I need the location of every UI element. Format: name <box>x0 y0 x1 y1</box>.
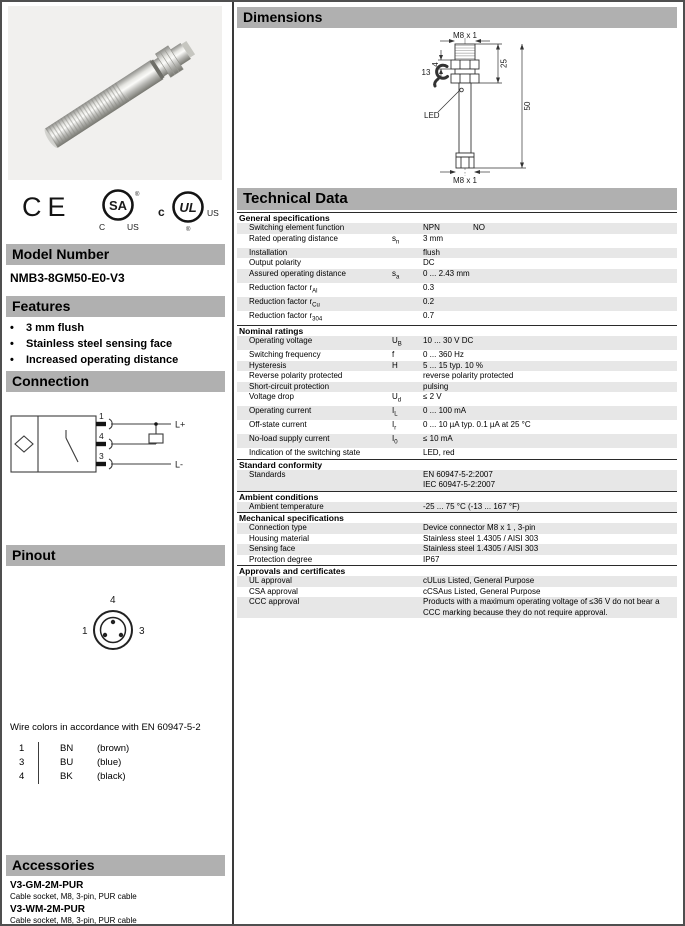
sensor-body-outline <box>11 416 96 472</box>
bullet-icon: • <box>10 322 14 334</box>
connector-outer-ring <box>94 611 132 649</box>
spec-value: 0.7 <box>423 310 435 320</box>
spec-row <box>237 470 677 491</box>
spec-value: DC <box>423 258 435 268</box>
spec-row <box>237 311 677 325</box>
spec-label: Sensing face <box>249 544 296 554</box>
spec-symbol: $U_B$ <box>392 335 402 348</box>
pin3-label: 3 <box>99 451 104 461</box>
spec-row <box>237 371 677 382</box>
pin1-terminal <box>96 422 106 426</box>
spec-label: UL approval <box>249 576 292 586</box>
spec-value: Products with a maximum operating voltage of ≤36 V do not bear a CCC marking because they do not require approval. <box>423 597 660 617</box>
l-minus-label: L- <box>175 459 184 470</box>
spec-label: Off-state current <box>249 420 307 430</box>
ul-registered-mark: ® <box>186 227 191 233</box>
spec-value: pulsing <box>423 381 449 391</box>
pin4-terminal <box>96 442 106 446</box>
pin-1-dot <box>103 633 107 637</box>
spec-value: LED, red <box>423 448 455 458</box>
feature-label: Stainless steel sensing face <box>26 338 173 350</box>
spec-symbol: H <box>392 360 398 370</box>
dim-50-label: 50 <box>523 101 532 111</box>
spec-label: Switching element function <box>249 223 345 232</box>
spec-section-title: Mechanical specifications <box>237 512 677 523</box>
spec-symbol: $U_d$ <box>392 392 402 404</box>
spec-row <box>237 382 677 393</box>
spec-row <box>237 534 677 545</box>
spec-symbol <box>392 248 423 259</box>
spec-symbol <box>392 544 423 555</box>
spec-value: 0.3 <box>423 282 435 292</box>
spec-symbol <box>392 555 423 566</box>
switch-symbol <box>66 438 78 462</box>
spec-value: flush <box>423 247 440 257</box>
dim-25-label: 25 <box>499 59 509 68</box>
csa-registered-mark: ® <box>135 192 140 198</box>
spec-symbol <box>392 311 423 325</box>
spec-row <box>237 283 677 297</box>
spec-section-title: Nominal ratings <box>237 325 677 336</box>
accessory-model: V3-GM-2M-PUR <box>10 880 84 891</box>
pin3-terminal <box>96 462 106 466</box>
spec-value: 0 ... 10 µA typ. 0.1 µA at 25 °C <box>423 420 531 430</box>
spec-row <box>237 555 677 566</box>
spec-symbol <box>392 223 423 234</box>
spec-symbol <box>392 470 423 491</box>
spec-value: 3 mm <box>423 233 443 243</box>
pinout-right-label: 3 <box>139 626 145 637</box>
spec-symbol <box>392 576 423 587</box>
wire-code: BU <box>38 756 97 770</box>
spec-value: 0 ... 2.43 mm <box>423 268 470 278</box>
spec-row <box>237 434 677 448</box>
spec-row <box>237 258 677 269</box>
spec-row <box>237 234 677 248</box>
spec-row <box>237 544 677 555</box>
pinout-top-label: 4 <box>110 595 116 606</box>
spec-label: No-load supply current <box>249 434 330 444</box>
spec-symbol: $I_L$ <box>392 406 398 418</box>
pin4-label: 4 <box>99 431 104 441</box>
inductive-sensor-symbol <box>15 436 33 452</box>
bottom-connector <box>456 153 474 168</box>
accessories-header: Accessories <box>6 855 225 876</box>
spec-symbol <box>392 283 423 297</box>
spec-label: Voltage drop <box>249 392 294 402</box>
feature-item <box>10 320 220 336</box>
spec-value: cCSAus Listed, General Purpose <box>423 586 541 596</box>
bullet-icon: • <box>10 338 14 350</box>
spec-value: 10 ... 30 V DC <box>423 335 474 345</box>
feature-label: 3 mm flush <box>26 322 85 334</box>
spec-value: Stainless steel 1.4305 / AISI 303 <box>423 544 539 554</box>
spec-row <box>237 448 677 459</box>
hex-nut-2 <box>451 74 479 83</box>
spec-symbol <box>392 297 423 311</box>
wire-pin: 3 <box>19 757 25 768</box>
pinout-diagram <box>58 588 168 668</box>
spec-symbol <box>392 523 423 534</box>
spec-symbol: $I_0$ <box>392 434 398 446</box>
junction-dot <box>154 422 158 426</box>
spec-section-title: Ambient conditions <box>237 491 677 502</box>
column-divider <box>232 0 234 926</box>
spec-value <box>423 223 677 234</box>
spec-value: IP67 <box>423 554 440 564</box>
load-resistor-symbol <box>149 434 163 443</box>
spec-section-title: Standard conformity <box>237 459 677 470</box>
spec-value: 0 ... 100 mA <box>423 406 467 416</box>
wire-color-name: (blue) <box>97 757 122 768</box>
spec-row <box>237 406 677 420</box>
thread-top-label: M8 x 1 <box>452 31 478 40</box>
spec-label: Standards <box>249 469 286 479</box>
ce-mark-icon: CE <box>22 192 72 222</box>
spec-label: Reduction factor $r_{304}$ <box>249 310 323 323</box>
feature-label: Increased operating distance <box>26 354 179 366</box>
ul-us-label: US <box>207 208 219 218</box>
feature-item <box>10 336 220 352</box>
ul-monogram: UL <box>179 200 197 215</box>
wire-color-row <box>8 756 218 770</box>
hex-nut-1 <box>451 60 479 69</box>
spec-label: Installation <box>249 247 288 257</box>
spec-row <box>237 361 677 372</box>
spec-label: Protection degree <box>249 554 313 564</box>
spec-label: Reverse polarity protected <box>249 371 343 381</box>
sensor-barrel <box>459 83 471 153</box>
spec-value: Stainless steel 1.4305 / AISI 303 <box>423 533 539 543</box>
wire-color-name: (black) <box>97 771 126 782</box>
led-label: LED <box>424 111 440 120</box>
spec-row <box>237 336 677 350</box>
csa-us-label: US <box>127 222 139 232</box>
spec-label: Operating current <box>249 406 312 416</box>
spec-label: Switching frequency <box>249 350 321 360</box>
features-header: Features <box>6 296 225 317</box>
accessory-description: Cable socket, M8, 3-pin, PUR cable <box>10 892 137 901</box>
wire-code: BK <box>38 770 97 784</box>
spec-label: Reduction factor $r_{Cu}$ <box>249 296 320 309</box>
spec-label: Output polarity <box>249 258 302 268</box>
spec-section-title: General specifications <box>237 212 677 223</box>
spec-label: Operating voltage <box>249 335 313 345</box>
spec-label: Indication of the switching state <box>249 448 361 458</box>
features-list <box>10 320 220 368</box>
product-photo <box>8 6 222 180</box>
l-plus-label: L+ <box>175 419 186 430</box>
technical-table <box>237 212 677 618</box>
dimension-arrows <box>439 39 524 174</box>
spec-symbol <box>392 587 423 598</box>
thread-bottom-label: M8 x 1 <box>452 176 478 185</box>
spec-value: cULus Listed, General Purpose <box>423 576 535 586</box>
spec-symbol <box>392 502 423 513</box>
top-thread <box>455 44 475 60</box>
wire-code: BN <box>38 742 97 756</box>
spec-row <box>237 502 677 513</box>
connection-diagram <box>8 406 208 496</box>
spec-value: EN 60947-5-2:2007 IEC 60947-5-2:2007 <box>423 469 496 490</box>
spec-label: Rated operating distance <box>249 233 338 243</box>
csa-monogram: SA <box>108 198 128 213</box>
product-photo-image <box>8 6 222 180</box>
ul-logo-icon <box>154 188 224 234</box>
spec-symbol <box>392 448 423 459</box>
spec-value: ≤ 10 mA <box>423 434 453 444</box>
spec-label: Assured operating distance <box>249 268 346 278</box>
pin-4-dot <box>111 620 115 624</box>
certification-logos <box>8 186 222 236</box>
wire-pin: 4 <box>19 771 25 782</box>
csa-c-label: C <box>99 222 106 232</box>
model-number-value: NMB3-8GM50-E0-V3 <box>10 271 125 285</box>
feature-item <box>10 352 220 368</box>
spec-label: Hysteresis <box>249 360 287 370</box>
spec-row <box>237 223 677 234</box>
model-number-header: Model Number <box>6 244 225 265</box>
spec-label: Housing material <box>249 533 310 543</box>
spec-value: 5 ... 15 typ. 10 % <box>423 360 484 370</box>
wrench-size-label: 13 <box>421 68 431 77</box>
csa-logo-icon <box>94 188 144 234</box>
spec-row <box>237 597 677 618</box>
pinout-header: Pinout <box>6 545 225 566</box>
spec-label: Connection type <box>249 523 307 533</box>
spec-symbol: $s_a$ <box>392 268 400 281</box>
spec-symbol <box>392 258 423 269</box>
spec-row <box>237 297 677 311</box>
spec-label: Reduction factor $r_{Al}$ <box>249 282 318 295</box>
spec-value: Device connector M8 x 1 , 3-pin <box>423 523 536 533</box>
accessories-list <box>10 878 222 926</box>
technical-data-header: Technical Data <box>237 188 677 210</box>
dimensions-header: Dimensions <box>237 7 677 28</box>
spec-label: Ambient temperature <box>249 501 324 511</box>
accessory-description: Cable socket, M8, 3-pin, PUR cable <box>10 916 137 925</box>
pin-3-dot <box>119 633 123 637</box>
spec-value: reverse polarity protected <box>423 371 514 381</box>
spec-value-main: NPN <box>423 223 440 232</box>
spec-row <box>237 350 677 361</box>
wire-color-table <box>8 742 218 784</box>
dim-4-label: 4 <box>431 62 440 67</box>
accessory-model: V3-WM-2M-PUR <box>10 904 85 915</box>
wire-color-row <box>8 770 218 784</box>
spec-value-secondary: NO <box>473 223 485 232</box>
spec-label: Short-circuit protection <box>249 381 330 391</box>
spec-value: -25 ... 75 °C (-13 ... 167 °F) <box>423 501 520 511</box>
pinout-left-label: 1 <box>82 626 88 637</box>
spec-row <box>237 248 677 259</box>
spec-row <box>237 576 677 587</box>
spec-label: CCC approval <box>249 597 300 607</box>
spec-value: 0.2 <box>423 296 435 306</box>
wire-colors-note: Wire colors in accordance with EN 60947-5-2 <box>10 722 201 733</box>
pin1-label: 1 <box>99 411 104 421</box>
dimension-drawing <box>350 28 590 186</box>
spec-symbol <box>392 371 423 382</box>
wire-color-name: (brown) <box>97 743 130 754</box>
connection-header: Connection <box>6 371 225 392</box>
spec-row <box>237 587 677 598</box>
spec-row <box>237 420 677 434</box>
bullet-icon: • <box>10 354 14 366</box>
spec-label: CSA approval <box>249 586 298 596</box>
wire-pin: 1 <box>19 743 25 754</box>
spec-symbol <box>392 534 423 545</box>
spec-symbol <box>392 597 423 618</box>
spec-symbol: $I_r$ <box>392 420 397 432</box>
spec-symbol: $s_n$ <box>392 233 400 246</box>
spec-row <box>237 269 677 283</box>
spec-value: ≤ 2 V <box>423 392 442 402</box>
spec-value: 0 ... 360 Hz <box>423 350 464 360</box>
spec-symbol: f <box>392 350 395 360</box>
wire-color-row <box>8 742 218 756</box>
spec-row <box>237 392 677 406</box>
spec-section-title: Approvals and certificates <box>237 565 677 576</box>
ul-c-label: c <box>158 205 165 219</box>
led-indicator <box>460 88 464 92</box>
spec-row <box>237 523 677 534</box>
spec-symbol <box>392 382 423 393</box>
